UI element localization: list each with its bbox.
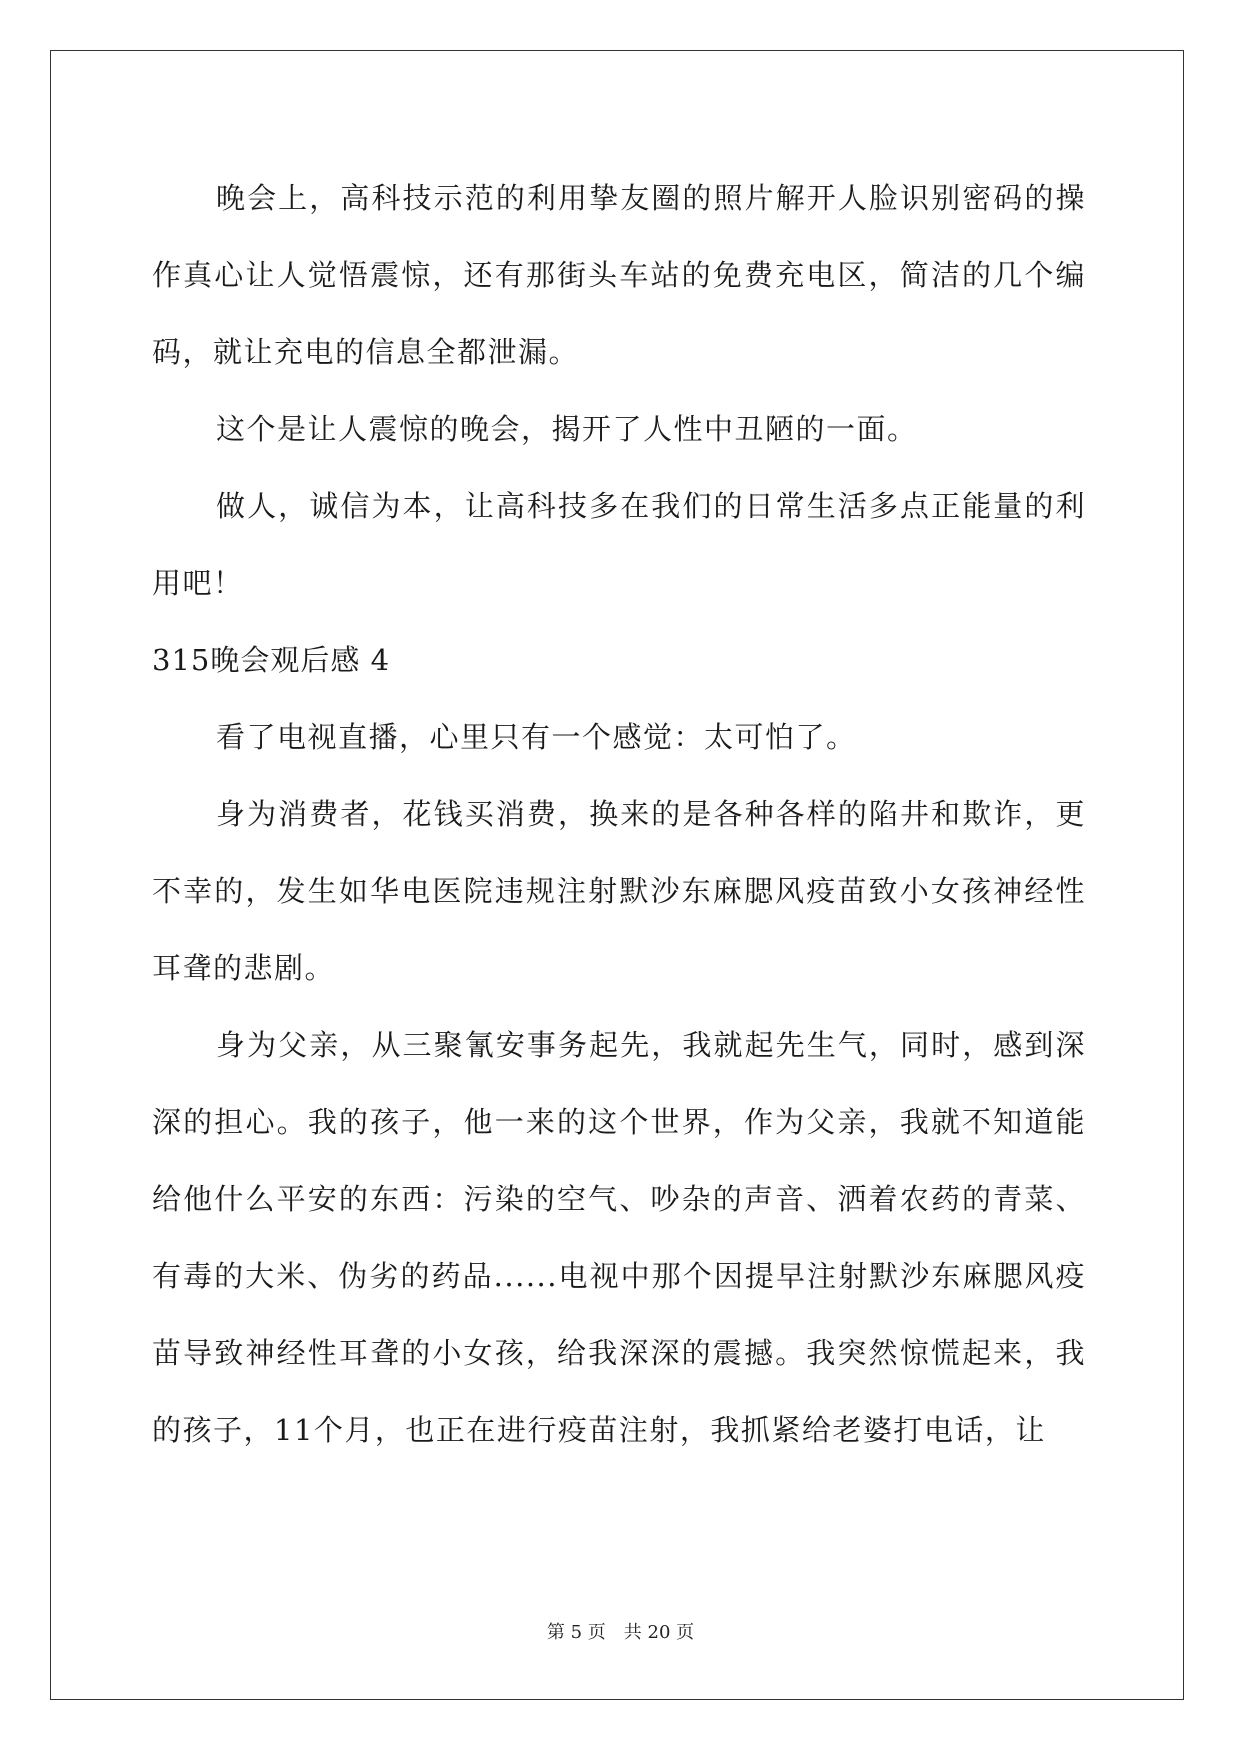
paragraph: 身为父亲，从三聚氰安事务起先，我就起先生气，同时，感到深深的担心。我的孩子，他一来的这个世界，作为父亲，我就不知道能给他什么平安的东西：污染的空气、吵杂的声音、洒着农药的青菜、有毒的大米、伪劣的药品......电视中那个因提早注射默沙东麻腮风疫苗导致神经性耳聋的小女孩，给我深深的震撼。我突然惊慌起来，我的孩子，11个月，也正在进行疫苗注射，我抓紧给老婆打电话，让 (152, 1028, 1086, 1447)
paragraph: 身为消费者，花钱买消费，换来的是各种各样的陷井和欺诈，更不幸的，发生如华电医院违规注射默沙东麻腮风疫苗致小女孩神经性耳聋的悲剧。 (152, 797, 1086, 985)
document-body (152, 160, 1086, 1469)
paragraph: 这个是让人震惊的晚会，揭开了人性中丑陋的一面。 (216, 412, 918, 446)
paragraph: 做人，诚信为本，让高科技多在我们的日常生活多点正能量的利用吧！ (152, 489, 1086, 600)
paragraph: 晚会上，高科技示范的利用挚友圈的照片解开人脸识别密码的操作真心让人觉悟震惊，还有那街头车站的免费充电区，简洁的几个编码，就让充电的信息全都泄漏。 (152, 181, 1086, 369)
section-heading: 315晚会观后感 4 (152, 643, 391, 677)
page-number-footer: 第 5 页 共 20 页 (546, 1622, 695, 1643)
paragraph: 看了电视直播，心里只有一个感觉：太可怕了。 (216, 720, 857, 754)
